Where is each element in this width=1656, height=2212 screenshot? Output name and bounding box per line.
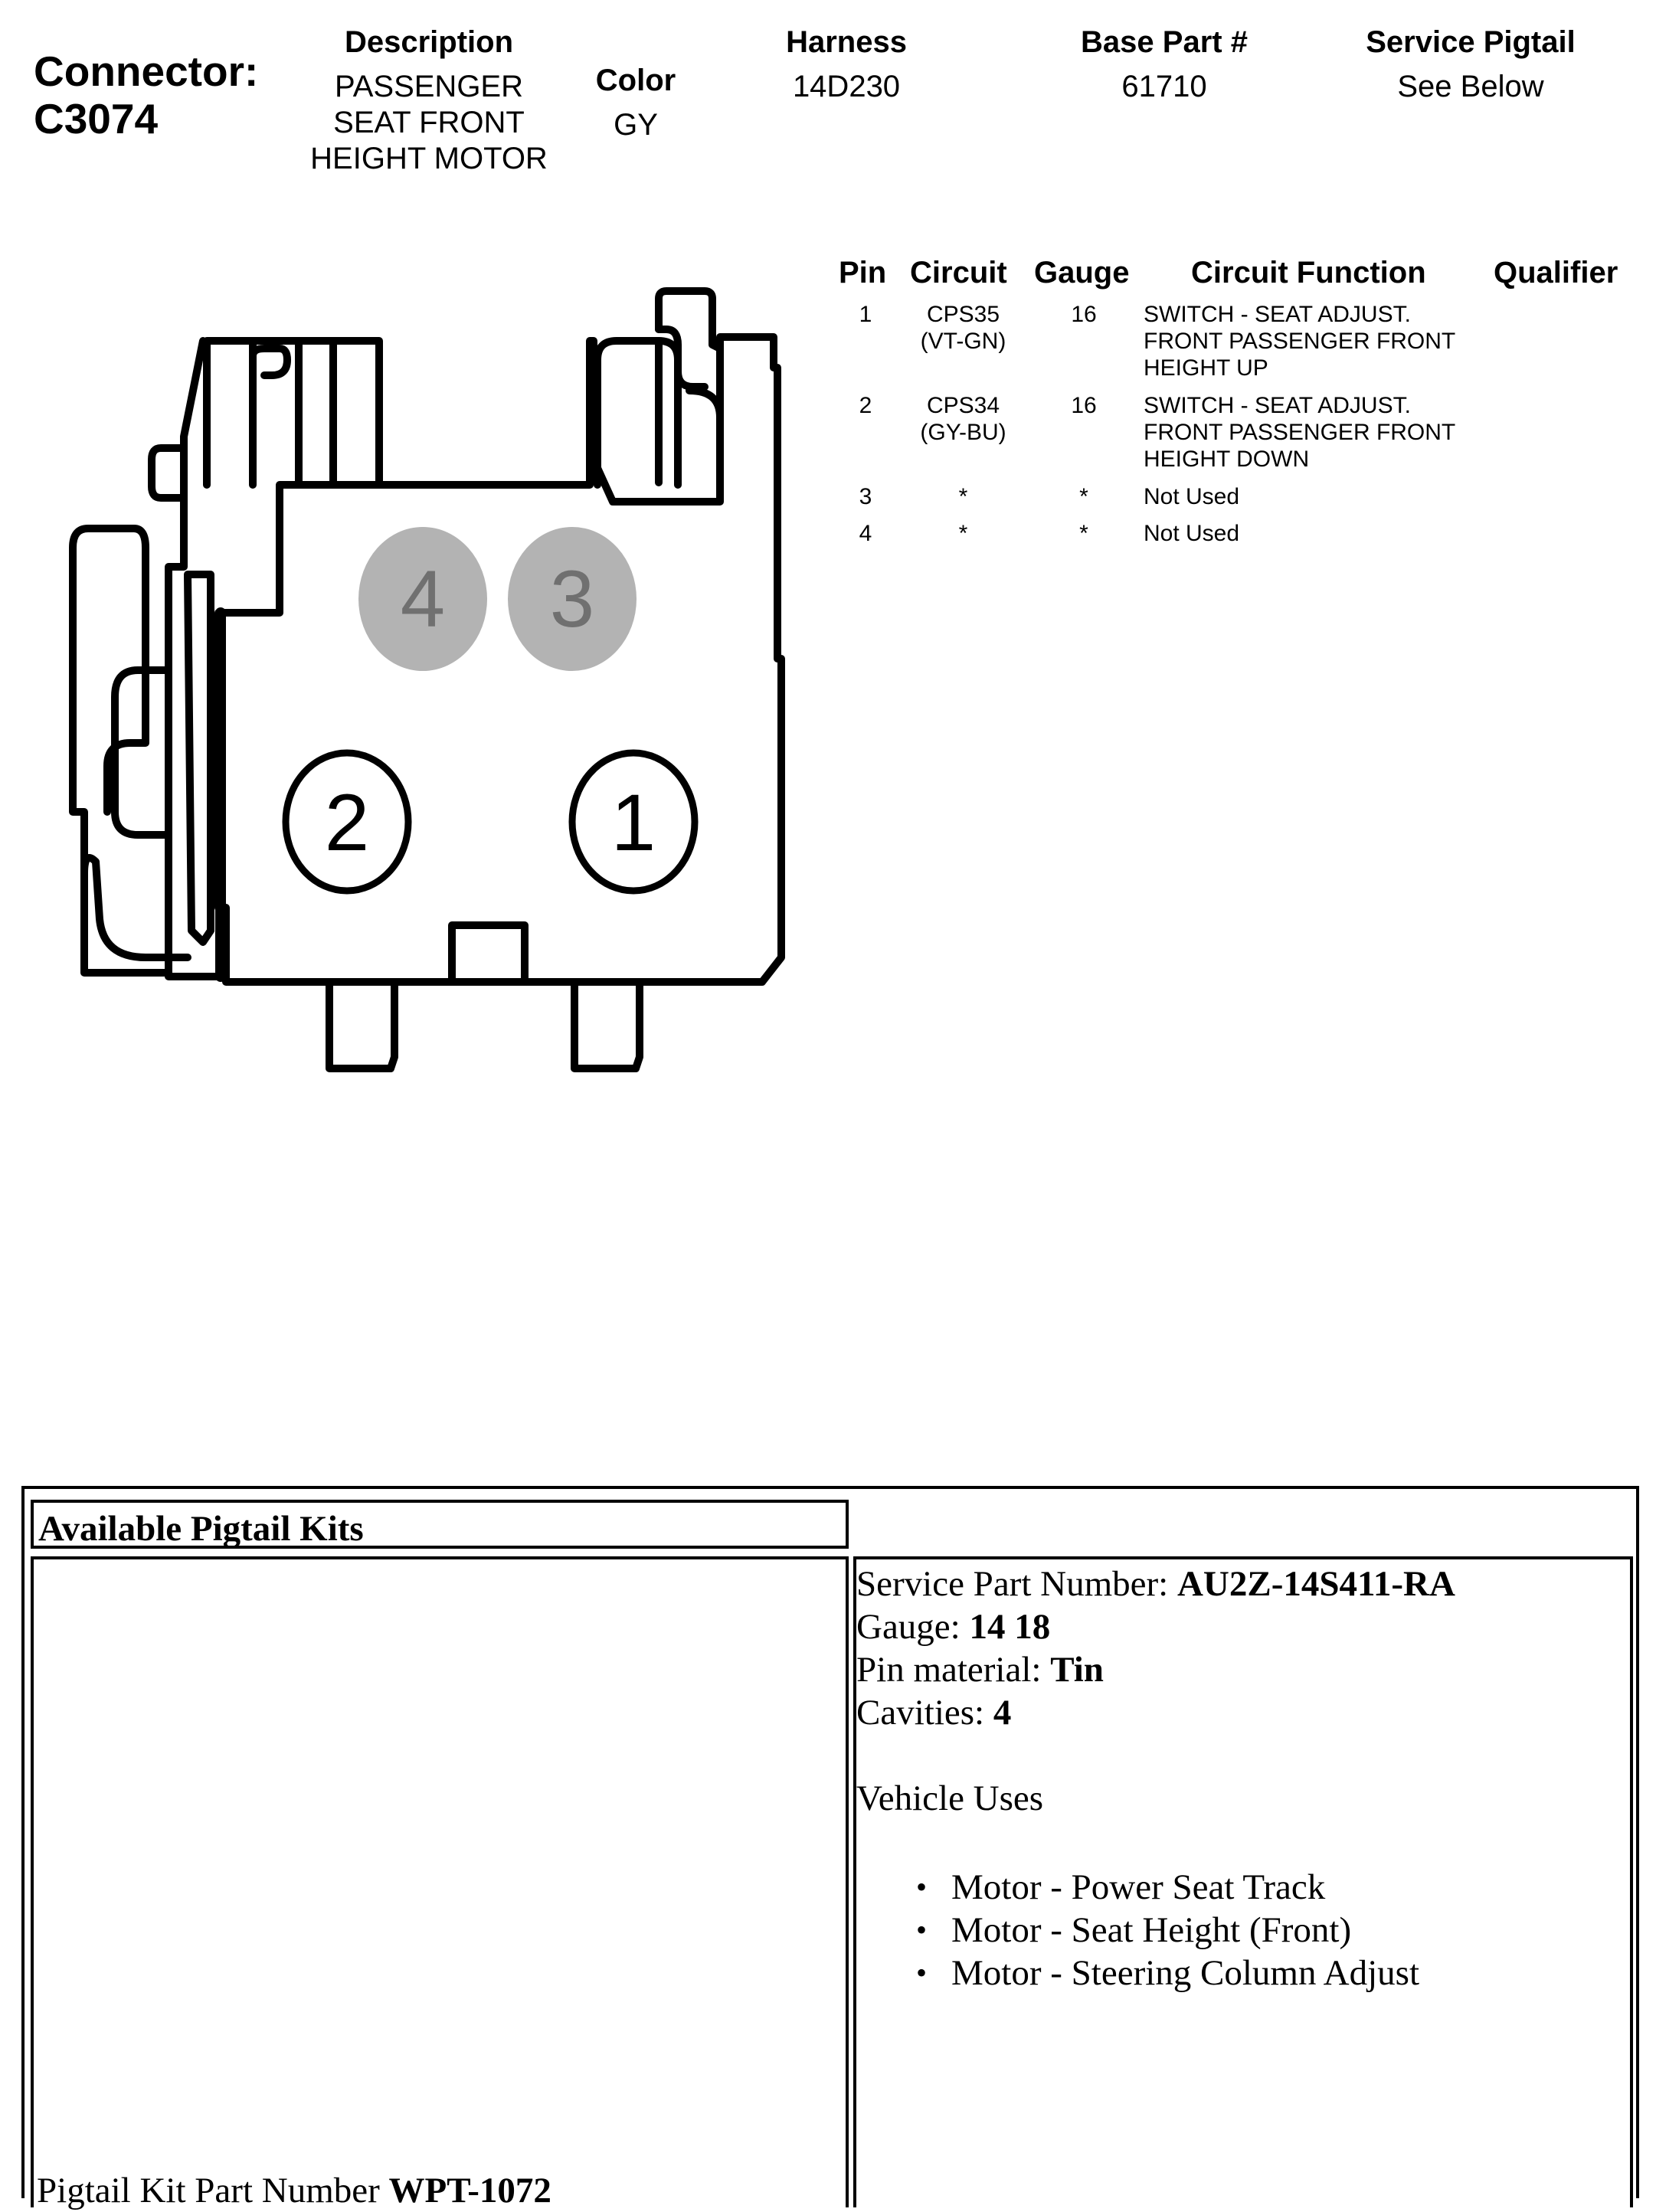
right-latch-inner xyxy=(659,341,720,485)
gauge-label: Gauge: xyxy=(856,1607,970,1647)
left-clip-outer xyxy=(73,528,169,973)
harness-label: Harness xyxy=(786,25,907,59)
table-row-4-circuit: * xyxy=(958,521,968,546)
cavity-4-label: 4 xyxy=(400,555,446,644)
table-row-3-gauge: * xyxy=(1079,484,1088,509)
cavity-2 xyxy=(286,753,408,891)
left-nub xyxy=(152,448,184,498)
table-row-4-function: Not Used xyxy=(1144,521,1240,546)
kit-part-value: WPT-1072 xyxy=(388,2171,551,2210)
housing-left-tab-inner xyxy=(253,341,333,485)
service-pigtail-value: See Below xyxy=(1397,70,1544,103)
table-row-2-gauge: 16 xyxy=(1071,393,1097,418)
function-line: FRONT PASSENGER FRONT xyxy=(1144,329,1456,354)
connector-label: Connector: xyxy=(34,47,259,95)
table-row-2-circuit xyxy=(896,392,1030,446)
function-line: FRONT PASSENGER FRONT xyxy=(1144,420,1456,445)
cavities-label: Cavities: xyxy=(856,1693,993,1733)
service-part-label: Service Part Number: xyxy=(856,1564,1177,1604)
table-row-3-pin: 3 xyxy=(859,484,872,509)
circuit-color: (GY-BU) xyxy=(920,420,1006,445)
cavity-3 xyxy=(508,527,637,671)
table-row-2-function xyxy=(1144,392,1455,473)
connector-id: C3074 xyxy=(34,95,159,142)
pigtail-section-title: Available Pigtail Kits xyxy=(38,1509,364,1549)
circuit-color: (VT-GN) xyxy=(920,329,1006,354)
housing-left-tab xyxy=(207,341,379,485)
table-row-1-circuit xyxy=(896,301,1030,355)
description-line: HEIGHT MOTOR xyxy=(310,142,548,175)
connector-face-diagram xyxy=(54,283,804,1080)
list-item: • Motor - Seat Height (Front) xyxy=(856,1909,1630,1952)
kit-part-label: Pigtail Kit Part Number xyxy=(37,2171,389,2210)
table-row-4-gauge: * xyxy=(1079,521,1088,546)
base-part-value: 61710 xyxy=(1121,70,1207,103)
color-label: Color xyxy=(595,64,676,97)
list-item: • Motor - Power Seat Track xyxy=(856,1866,1630,1909)
qualifier-column-header: Qualifier xyxy=(1494,256,1618,290)
gauge-column-header: Gauge xyxy=(1034,256,1130,290)
service-pigtail-label: Service Pigtail xyxy=(1366,25,1576,59)
vehicle-uses-list xyxy=(856,1866,1630,1994)
cavity-1 xyxy=(572,753,695,891)
pigtail-details-cell xyxy=(853,1556,1633,2207)
circuit-column-header: Circuit xyxy=(910,256,1007,290)
cavity-3-label: 3 xyxy=(549,555,595,644)
function-line: HEIGHT UP xyxy=(1144,355,1268,381)
cavity-4 xyxy=(358,527,487,671)
table-row-1-function xyxy=(1144,301,1455,381)
circuit-function-column-header: Circuit Function xyxy=(1191,256,1426,290)
table-row-1-pin: 1 xyxy=(859,302,872,327)
housing-left-hook xyxy=(253,348,287,375)
list-item: • Motor - Steering Column Adjust xyxy=(856,1952,1630,1994)
bottom-leg-right xyxy=(574,982,640,1068)
connector-housing xyxy=(218,337,781,982)
table-row-2-pin: 2 xyxy=(859,393,872,418)
table-row-3-circuit: * xyxy=(958,484,968,509)
cavities-count xyxy=(856,1691,1630,1734)
pin-material xyxy=(856,1648,1630,1691)
vehicle-uses-label: Vehicle Uses xyxy=(856,1778,1044,1818)
pin-material-label: Pin material: xyxy=(856,1650,1051,1690)
pigtail-gauge xyxy=(856,1605,1630,1648)
cavity-1-label: 1 xyxy=(610,778,656,868)
pin-material-value: Tin xyxy=(1050,1650,1104,1690)
left-latch-inner xyxy=(188,574,211,942)
base-part-label: Base Part # xyxy=(1081,25,1248,59)
cavities-value: 4 xyxy=(993,1693,1012,1733)
table-row-4-pin: 4 xyxy=(859,521,872,546)
cavity-2-label: 2 xyxy=(324,778,370,868)
function-line: SWITCH - SEAT ADJUST. xyxy=(1144,302,1411,327)
pigtail-kit-part-number xyxy=(37,2169,551,2212)
bottom-notch xyxy=(452,925,525,982)
description-line: SEAT FRONT xyxy=(333,106,525,139)
right-latch-body xyxy=(597,341,678,485)
harness-value: 14D230 xyxy=(792,70,901,103)
bottom-leg-left xyxy=(329,982,394,1068)
service-part-number xyxy=(856,1562,1630,1605)
pigtail-image-cell xyxy=(31,1556,849,2210)
gauge-value: 14 18 xyxy=(969,1607,1051,1647)
function-line: SWITCH - SEAT ADJUST. xyxy=(1144,393,1411,418)
color-value: GY xyxy=(614,108,658,142)
service-part-value: AU2Z-14S411-RA xyxy=(1177,1564,1455,1604)
function-line: HEIGHT DOWN xyxy=(1144,447,1310,472)
table-row-3-function: Not Used xyxy=(1144,484,1240,509)
circuit-code: CPS34 xyxy=(926,393,1000,418)
description-line: PASSENGER xyxy=(335,70,523,103)
circuit-code: CPS35 xyxy=(926,302,1000,327)
pin-column-header: Pin xyxy=(839,256,887,290)
table-row-1-gauge: 16 xyxy=(1071,302,1097,327)
description-label: Description xyxy=(344,25,514,59)
pigtail-title-cell xyxy=(31,1500,849,1549)
